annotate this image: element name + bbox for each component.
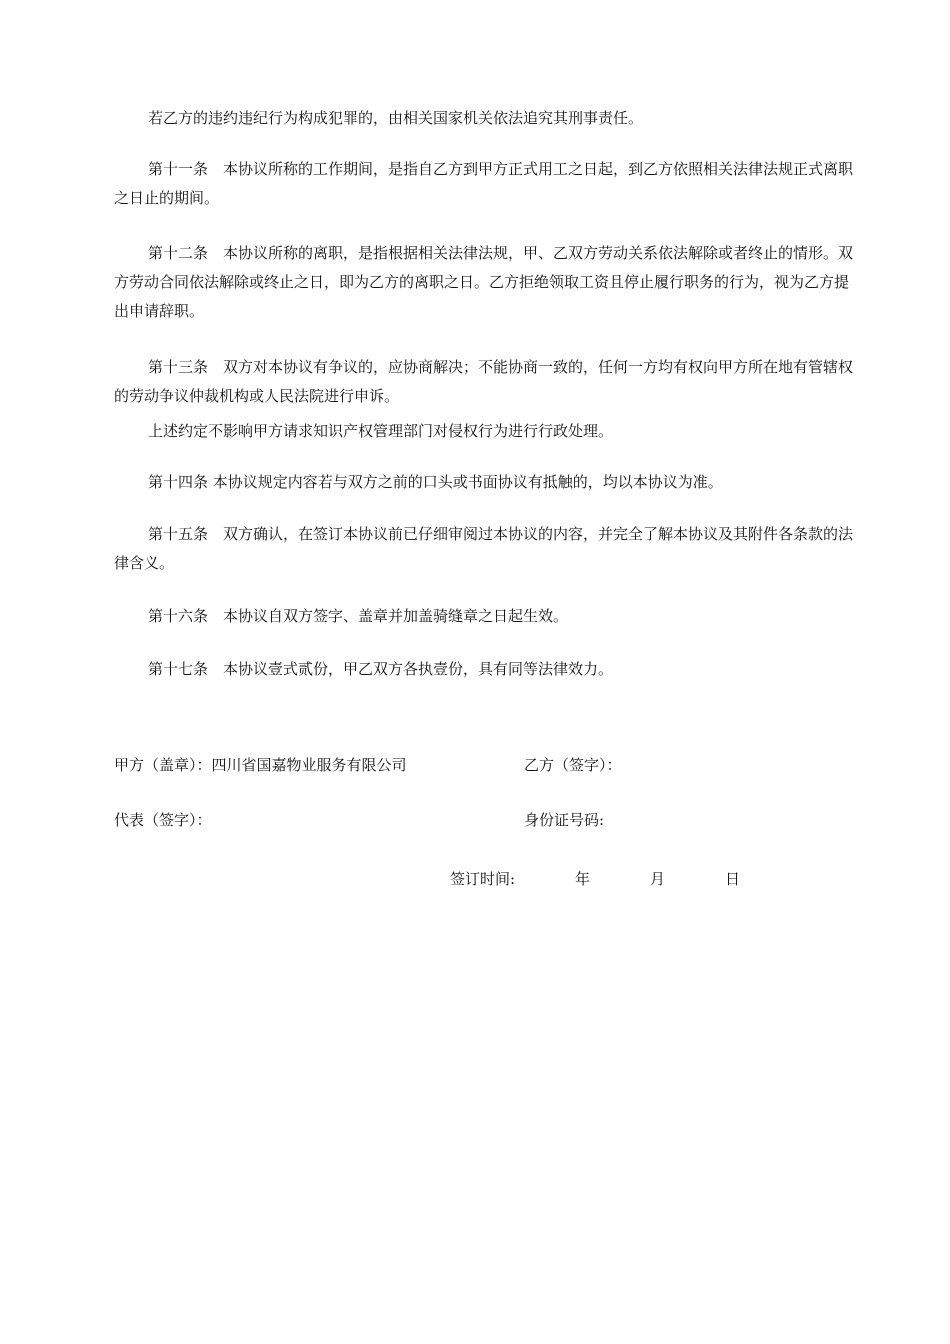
paragraph-article-15: 第十五条 双方确认，在签订本协议前已仔细审阅过本协议的内容，并完全了解本协议及其附件各条款的法律含义。 [114, 525, 854, 572]
paragraph-criminal-liability: 若乙方的违约违纪行为构成犯罪的，由相关国家机关依法追究其刑事责任。 [148, 109, 644, 127]
representative-signature-label: 代表（签字）： [114, 811, 212, 829]
paragraph-article-16: 第十六条 本协议自双方签字、盖章并加盖骑缝章之日起生效。 [148, 607, 569, 625]
paragraph-ip-note: 上述约定不影响甲方请求知识产权管理部门对侵权行为进行行政处理。 [148, 422, 614, 440]
date-day-label: 日 [725, 870, 741, 888]
paragraph-article-17: 第十七条 本协议壹式贰份，甲乙双方各执壹份，具有同等法律效力。 [148, 660, 614, 678]
paragraph-article-13: 第十三条 双方对本协议有争议的，应协商解决；不能协商一致的，任何一方均有权向甲方所在地有管辖权的劳动争议仲裁机构或人民法院进行申诉。 [114, 358, 854, 405]
paragraph-article-11: 第十一条 本协议所称的工作期间，是指自乙方到甲方正式用工之日起，到乙方依照相关法律法规正式离职之日止的期间。 [114, 160, 854, 207]
id-number-label: 身份证号码: [524, 811, 605, 829]
party-b-signature-label: 乙方（签字）： [524, 756, 622, 774]
party-a-seal-label: 甲方（盖章）：四川省国嘉物业服务有限公司 [114, 756, 407, 774]
date-month-label: 月 [650, 870, 666, 888]
paragraph-article-12: 第十二条 本协议所称的离职，是指根据相关法律法规，甲、乙双方劳动关系依法解除或者终止的情形。双方劳动合同依法解除或终止之日，即为乙方的离职之日。乙方拒绝领取工资且停止履行职务的行为，视为乙方提出申请辞职。 [114, 244, 854, 320]
paragraph-article-14: 第十四条 本协议规定内容若与双方之前的口头或书面协议有抵触的，均以本协议为准。 [148, 473, 723, 491]
signing-date-label: 签订时间: [450, 870, 516, 888]
date-year-label: 年 [575, 870, 591, 888]
